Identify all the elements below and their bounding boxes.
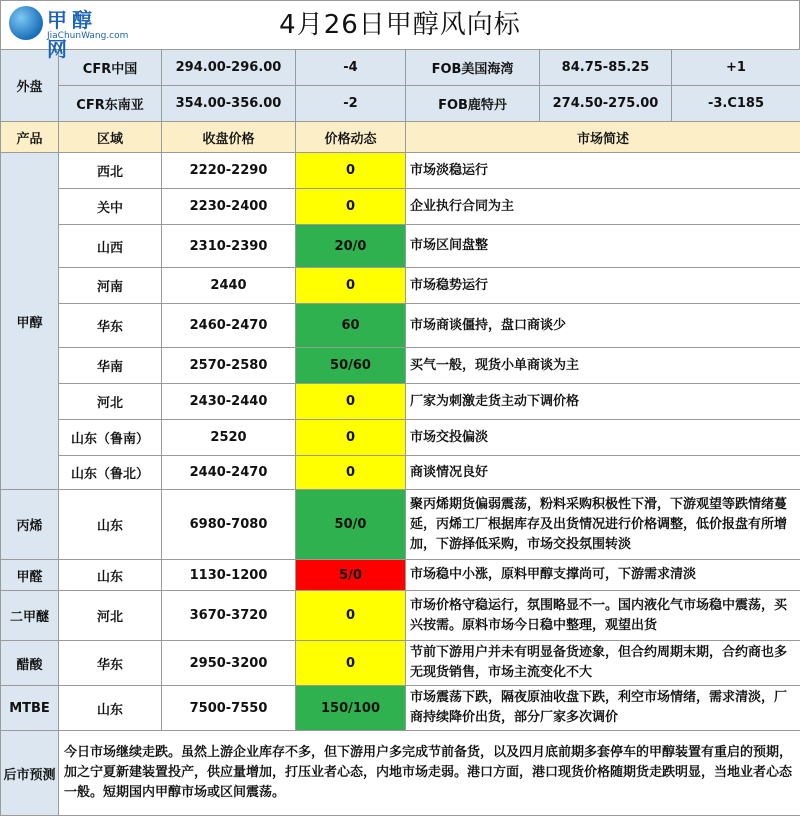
outer-right-price: 274.50-275.00 bbox=[540, 86, 672, 122]
region-cell: 山东 bbox=[59, 490, 162, 560]
header-comment: 市场简述 bbox=[406, 122, 800, 153]
region-cell: 华东 bbox=[59, 304, 162, 348]
product-name: 二甲醚 bbox=[1, 591, 59, 641]
header-product: 产品 bbox=[1, 122, 59, 153]
product-name: 醋酸 bbox=[1, 641, 59, 686]
price-cell: 3670-3720 bbox=[162, 591, 296, 641]
outer-left-change: -4 bbox=[296, 50, 406, 86]
comment-cell: 市场淡稳运行 bbox=[406, 153, 800, 189]
table-row bbox=[1, 384, 800, 420]
price-cell: 2950-3200 bbox=[162, 641, 296, 686]
quote-table bbox=[0, 49, 800, 816]
forecast-label: 后市预测 bbox=[1, 731, 59, 816]
outer-right-change: +1 bbox=[672, 50, 800, 86]
column-header-row bbox=[1, 122, 800, 153]
region-cell: 河南 bbox=[59, 268, 162, 304]
comment-cell: 聚丙烯期货偏弱震荡，粉料采购积极性下滑，下游观望等跌情绪蔓延，丙烯工厂根据库存及出货情况进行价格调整，低价报盘有所增加，下游择低采购，市场交投氛围转淡 bbox=[406, 490, 800, 560]
product-name: 丙烯 bbox=[1, 490, 59, 560]
header-region: 区域 bbox=[59, 122, 162, 153]
change-badge: 0 bbox=[296, 641, 406, 686]
price-cell: 2220-2290 bbox=[162, 153, 296, 189]
product-name: MTBE bbox=[1, 686, 59, 731]
region-cell: 河北 bbox=[59, 591, 162, 641]
price-cell: 2570-2580 bbox=[162, 348, 296, 384]
comment-cell: 市场商谈僵持，盘口商谈少 bbox=[406, 304, 800, 348]
change-badge: 0 bbox=[296, 384, 406, 420]
price-cell: 7500-7550 bbox=[162, 686, 296, 731]
region-cell: 西北 bbox=[59, 153, 162, 189]
change-badge: 5/0 bbox=[296, 560, 406, 591]
table-row bbox=[1, 490, 800, 560]
table-row bbox=[1, 268, 800, 304]
title-bar bbox=[0, 0, 800, 61]
comment-cell: 企业执行合同为主 bbox=[406, 189, 800, 225]
comment-cell: 市场价格守稳运行，氛围略显不一。国内液化气市场稳中震荡，买兴按需。原料市场今日稳中整理，观望出货 bbox=[406, 591, 800, 641]
price-cell: 2440 bbox=[162, 268, 296, 304]
outer-market-row bbox=[1, 50, 800, 86]
outer-left-price: 354.00-356.00 bbox=[162, 86, 296, 122]
table-row bbox=[1, 420, 800, 456]
table-row bbox=[1, 456, 800, 490]
logo-domain: JiaChunWang.com bbox=[47, 31, 129, 41]
outer-right-name: FOB鹿特丹 bbox=[406, 86, 540, 122]
comment-cell: 市场稳中小涨，原料甲醇支撑尚可，下游需求清淡 bbox=[406, 560, 800, 591]
change-badge: 50/0 bbox=[296, 490, 406, 560]
comment-cell: 市场震荡下跌，隔夜原油收盘下跌，利空市场情绪，需求清淡，厂商持续降价出货，部分厂家多次调价 bbox=[406, 686, 800, 731]
change-badge: 50/60 bbox=[296, 348, 406, 384]
comment-cell: 厂家为刺激走货主动下调价格 bbox=[406, 384, 800, 420]
change-badge: 0 bbox=[296, 153, 406, 189]
change-badge: 150/100 bbox=[296, 686, 406, 731]
table-row bbox=[1, 225, 800, 268]
price-cell: 2310-2390 bbox=[162, 225, 296, 268]
outer-right-price: 84.75-85.25 bbox=[540, 50, 672, 86]
forecast-row bbox=[1, 731, 800, 816]
outer-left-name: CFR中国 bbox=[59, 50, 162, 86]
product-name: 甲醛 bbox=[1, 560, 59, 591]
region-cell: 山东（鲁南） bbox=[59, 420, 162, 456]
region-cell: 山东（鲁北） bbox=[59, 456, 162, 490]
table-row bbox=[1, 641, 800, 686]
product-table-body bbox=[1, 153, 800, 731]
table-row bbox=[1, 591, 800, 641]
comment-cell: 商谈情况良好 bbox=[406, 456, 800, 490]
region-cell: 山东 bbox=[59, 686, 162, 731]
change-badge: 60 bbox=[296, 304, 406, 348]
table-row bbox=[1, 304, 800, 348]
region-cell: 华东 bbox=[59, 641, 162, 686]
price-cell: 2230-2400 bbox=[162, 189, 296, 225]
change-badge: 0 bbox=[296, 420, 406, 456]
change-badge: 0 bbox=[296, 189, 406, 225]
price-cell: 1130-1200 bbox=[162, 560, 296, 591]
outer-market-row bbox=[1, 86, 800, 122]
price-cell: 2430-2440 bbox=[162, 384, 296, 420]
table-row bbox=[1, 189, 800, 225]
region-cell: 河北 bbox=[59, 384, 162, 420]
change-badge: 0 bbox=[296, 268, 406, 304]
table-row bbox=[1, 153, 800, 189]
comment-cell: 市场稳势运行 bbox=[406, 268, 800, 304]
change-badge: 0 bbox=[296, 591, 406, 641]
product-name: 甲醇 bbox=[1, 153, 59, 490]
price-cell: 2520 bbox=[162, 420, 296, 456]
region-cell: 关中 bbox=[59, 189, 162, 225]
page-title: 4月26日甲醇风向标 bbox=[279, 10, 521, 40]
outer-right-change: -3.C185 bbox=[672, 86, 800, 122]
outer-left-change: -2 bbox=[296, 86, 406, 122]
price-cell: 6980-7080 bbox=[162, 490, 296, 560]
logo-name: 甲醇网 bbox=[47, 8, 97, 61]
comment-cell: 买气一般，现货小单商谈为主 bbox=[406, 348, 800, 384]
outer-left-name: CFR东南亚 bbox=[59, 86, 162, 122]
comment-cell: 节前下游用户并未有明显备货迹象，但合约周期末期，合约商也多无现货销售，市场主流变化不大 bbox=[406, 641, 800, 686]
table-row bbox=[1, 348, 800, 384]
change-badge: 20/0 bbox=[296, 225, 406, 268]
price-cell: 2440-2470 bbox=[162, 456, 296, 490]
change-badge: 0 bbox=[296, 456, 406, 490]
region-cell: 山东 bbox=[59, 560, 162, 591]
header-price: 收盘价格 bbox=[162, 122, 296, 153]
outer-right-name: FOB美国海湾 bbox=[406, 50, 540, 86]
forecast-text: 今日市场继续走跌。虽然上游企业库存不多，但下游用户多完成节前备货，以及四月底前期多套停车的甲醇装置有重启的预期，加之宁夏新建装置投产，供应量增加，打压业者心态，内地市场走弱。港口方面，港口现货价格随期货走跌明显，当地业者心态一般。短期国内甲醇市场或区间震荡。 bbox=[59, 731, 800, 816]
outer-left-price: 294.00-296.00 bbox=[162, 50, 296, 86]
table-row bbox=[1, 560, 800, 591]
header-change: 价格动态 bbox=[296, 122, 406, 153]
comment-cell: 市场交投偏淡 bbox=[406, 420, 800, 456]
region-cell: 华南 bbox=[59, 348, 162, 384]
outer-market-label: 外盘 bbox=[1, 50, 59, 122]
comment-cell: 市场区间盘整 bbox=[406, 225, 800, 268]
price-cell: 2460-2470 bbox=[162, 304, 296, 348]
table-row bbox=[1, 686, 800, 731]
region-cell: 山西 bbox=[59, 225, 162, 268]
